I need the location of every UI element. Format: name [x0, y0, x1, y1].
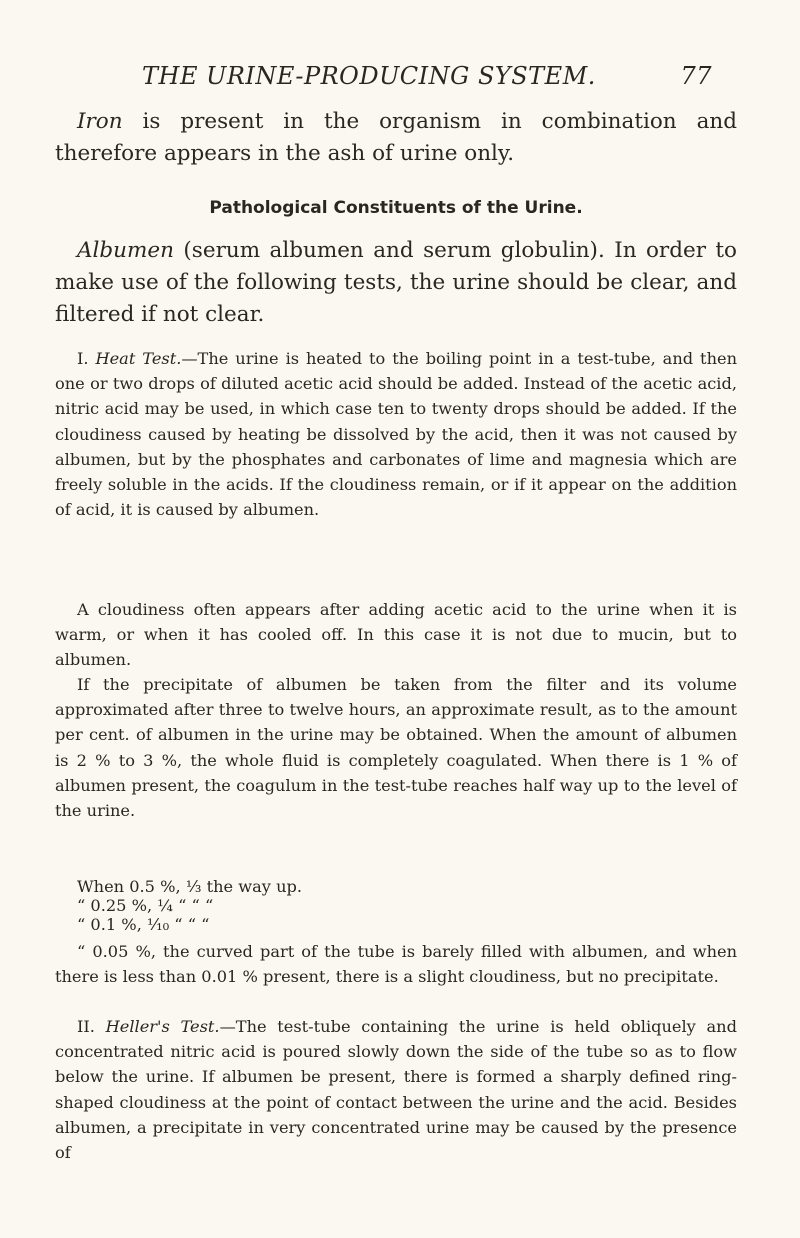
chapter-title: THE URINE-PRODUCING SYSTEM.	[142, 62, 596, 90]
heat-test-name: Heat Test.	[95, 349, 182, 368]
running-header	[142, 62, 712, 90]
heller-test-numeral: II.	[77, 1017, 106, 1036]
fraction-list	[55, 877, 737, 934]
heat-test-numeral: I.	[77, 349, 96, 368]
iron-term: Iron	[77, 109, 123, 134]
fraction-line-4: “ 0.05 %, the curved part of the tube is barely filled with albumen, and when there is less than 0.01 % present, there is a slight cloudiness, but no precipitate.	[55, 942, 737, 987]
heller-test-name: Heller's Test.	[105, 1017, 220, 1036]
fraction-line-1: When 0.5 %, ⅓ the way up.	[77, 877, 302, 896]
heat-test-paragraph-2: A cloudiness often appears after adding acetic acid to the urine when it is warm, or when it has cooled off. In this case it is not due to mucin, but to albumen.	[55, 600, 737, 670]
heat-test-paragraph-3: If the precipitate of albumen be taken from the filter and its volume approximated after three to twelve hours, an approximate result, as to the amount per cent. of albumen in the urine may be obtained. When the amount of albumen is 2 % to 3 %, the whole fluid is completely coagulated. When there is 1 % of albumen present, the coagulum in the test-tube reaches half way up to the level of the urine.	[55, 675, 737, 821]
iron-paragraph	[55, 106, 737, 170]
albumen-paragraph	[55, 235, 737, 331]
page-number: 77	[680, 62, 712, 90]
fraction-line-3: “ 0.1 %, ⅒ “ “ “	[77, 915, 210, 934]
heat-test-text: —The urine is heated to the boiling point in a test-tube, and then one or two drops of diluted acetic acid should be added. Instead of the acetic acid, nitric acid may be used, in which case ten to twenty drops should be added. If the cloudiness caused by heating be dissolved by the acid, then it was not caused by albumen, but by the phosphates and carbonates of lime and magnesia which are freely soluble in the acids. If the cloudiness remain, or if it appear on the addition of acid, it is caused by albumen.	[55, 349, 737, 520]
section-heading: Pathological Constituents of the Urine.	[209, 198, 583, 218]
albumen-term: Albumen	[77, 238, 174, 263]
albumen-text: (serum albumen and serum globulin). In order to make use of the following tests, the urine should be clear, and filtered if not clear.	[55, 238, 737, 327]
heller-test-text: —The test-tube containing the urine is held obliquely and concentrated nitric acid is poured slowly down the side of the tube so as to flow below the urine. If albumen be present, there is formed a sharply defined ring-shaped cloudiness at the point of contact between the urine and the acid. Besides albumen, a precipitate in very concentrated urine may be caused by the presence of	[55, 1017, 737, 1163]
heller-test-paragraph	[55, 1014, 737, 1165]
fraction-line-2: “ 0.25 %, ¼ “ “ “	[77, 896, 214, 915]
heat-test-paragraph	[55, 346, 737, 522]
iron-text: is present in the organism in combination and therefore appears in the ash of urine only.	[55, 109, 737, 166]
